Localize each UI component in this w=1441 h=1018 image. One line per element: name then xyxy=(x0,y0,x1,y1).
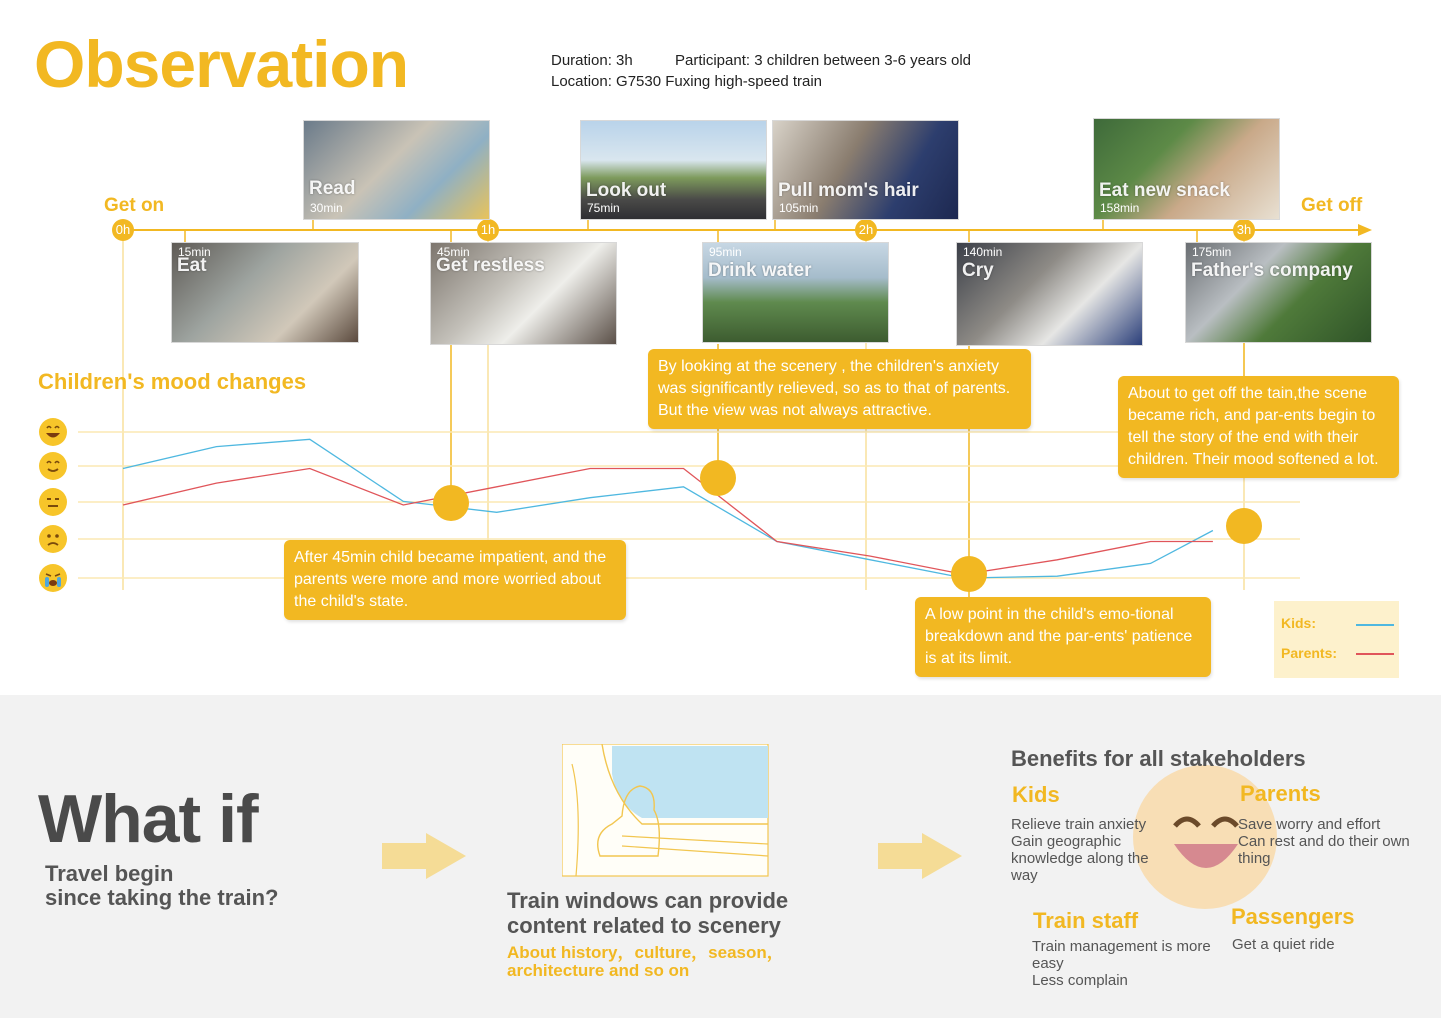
mood-title: Children's mood changes xyxy=(38,369,307,394)
hour-marker: 3h xyxy=(1233,219,1255,241)
what-if-question: Travel begin since taking the train? xyxy=(45,861,279,910)
duration-text: Duration: 3h xyxy=(551,52,633,69)
train-window-illustration xyxy=(562,744,770,878)
happy-icon xyxy=(39,452,67,480)
parents-heading: Parents xyxy=(1240,781,1321,806)
idea-title: Train windows can provide content related to scenery xyxy=(507,888,789,938)
hour-marker: 2h xyxy=(855,219,877,241)
event-caption: Pull mom's hair xyxy=(778,180,919,201)
event-time: 75min xyxy=(587,201,620,215)
event-time: 30min xyxy=(310,201,343,215)
staff-benefits: Train management is more easy Less complain xyxy=(1032,938,1211,989)
photo-read xyxy=(303,120,490,220)
staff-heading: Train staff xyxy=(1033,908,1139,933)
event-time: 15min xyxy=(178,245,211,259)
arrow-right-icon xyxy=(878,833,962,879)
page-title: Observation xyxy=(34,27,409,101)
callout-impatient: After 45min child became impatient, and the parents were more and more worried about the child's state. xyxy=(284,540,626,620)
callout-get-off: About to get off the tain,the scene became rich, and par-ents begin to tell the story of the end with their children. Their mood softened a lot. xyxy=(1118,376,1399,478)
photo-cry xyxy=(956,242,1143,346)
mood-marker xyxy=(433,485,469,521)
event-caption: Eat new snack xyxy=(1099,180,1230,201)
what-if-title: What if xyxy=(38,781,258,857)
event-caption: Drink water xyxy=(708,260,812,281)
legend-kids-label: Kids: xyxy=(1281,615,1316,631)
legend-kids-swatch xyxy=(1356,624,1394,626)
event-time: 158min xyxy=(1100,201,1140,215)
participant-text: Participant: 3 children between 3-6 years old xyxy=(675,52,972,69)
crying-icon xyxy=(39,564,67,592)
arrow-right-icon xyxy=(382,833,466,879)
kids-benefits: Relieve train anxiety Gain geographic knowledge along the way xyxy=(1011,816,1149,884)
photo-new-snack xyxy=(1093,118,1280,220)
event-caption: Look out xyxy=(586,180,667,201)
event-time: 105min xyxy=(779,201,819,215)
get-off-label: Get off xyxy=(1301,195,1363,216)
benefits-title: Benefits for all stakeholders xyxy=(1011,746,1306,771)
event-caption: Read xyxy=(309,178,356,199)
event-time: 175min xyxy=(1192,245,1232,259)
idea-subtitle: About history，culture，season，architecture and so on xyxy=(507,943,784,980)
event-caption: Father's company xyxy=(1191,260,1353,281)
passengers-benefits: Get a quiet ride xyxy=(1232,936,1335,953)
photo-restless xyxy=(430,242,617,345)
legend-parents-label: Parents: xyxy=(1281,645,1338,661)
legend-parents-swatch xyxy=(1356,653,1394,655)
hour-marker: 0h xyxy=(112,219,134,241)
photo-eat xyxy=(171,242,359,343)
mood-marker xyxy=(700,460,736,496)
very-happy-icon xyxy=(39,418,67,446)
mood-marker xyxy=(951,556,987,592)
sad-icon xyxy=(39,525,67,553)
timeline-arrowhead xyxy=(1358,224,1372,236)
event-caption: Get restless xyxy=(436,255,545,276)
event-time: 140min xyxy=(963,245,1003,259)
photo-drink-water xyxy=(702,242,889,343)
photo-look-out xyxy=(580,120,767,220)
neutral-icon xyxy=(39,488,67,516)
photo-father xyxy=(1185,242,1372,343)
callout-low-point: A low point in the child's emo-tional breakdown and the par-ents' patience is at its limit. xyxy=(915,597,1211,677)
event-time: 45min xyxy=(437,245,470,259)
passengers-heading: Passengers xyxy=(1231,904,1355,929)
location-text: Location: G7530 Fuxing high-speed train xyxy=(551,73,823,90)
event-time: 95min xyxy=(709,245,742,259)
photo-pull-hair xyxy=(772,120,959,220)
event-caption: Eat xyxy=(177,255,207,276)
kids-heading: Kids xyxy=(1012,782,1060,807)
hour-marker: 1h xyxy=(477,219,499,241)
callout-scenery: By looking at the scenery , the children's anxiety was significantly relieved, so as to that of parents. But the view was not always attractive. xyxy=(648,349,1031,429)
get-on-label: Get on xyxy=(104,195,165,216)
mood-marker xyxy=(1226,508,1262,544)
parents-benefits: Save worry and effort Can rest and do their own thing xyxy=(1238,816,1410,867)
event-caption: Cry xyxy=(962,260,994,281)
legend xyxy=(1274,601,1399,678)
